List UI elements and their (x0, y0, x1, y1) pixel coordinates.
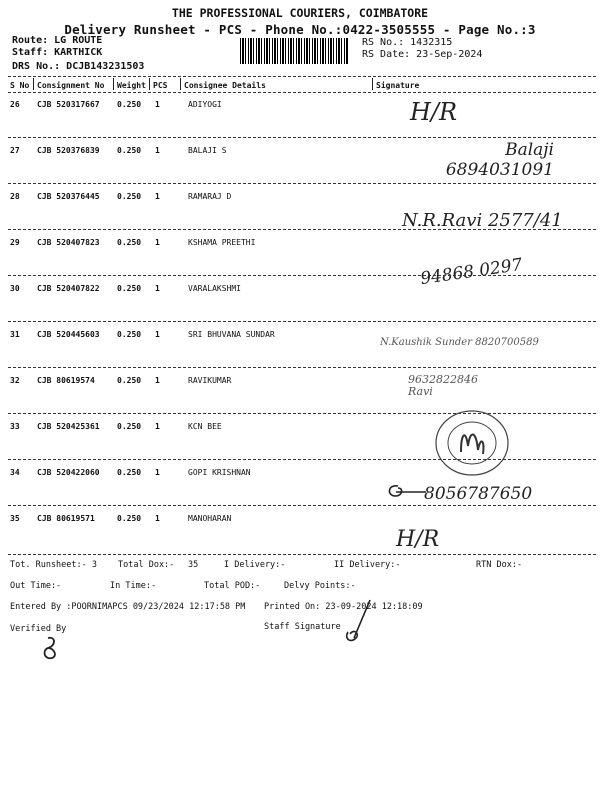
rs-number: RS No.: 1432315 (362, 37, 453, 48)
row-consignee: KSHAMA PREETHI (188, 238, 256, 247)
col-header-consignment: Consignment No (37, 81, 105, 90)
row-sno: 26 (10, 100, 20, 109)
row-weight: 0.250 (117, 284, 142, 293)
in-time: In Time:- (110, 581, 157, 591)
row-weight: 0.250 (117, 514, 142, 523)
row-consignee: RAVIKUMAR (188, 376, 232, 385)
row-consignment: CJB 520407823 (37, 238, 100, 247)
runsheet-subtitle: Delivery Runsheet - PCS - Phone No.:0422-3505555 - Page No.:3 (64, 22, 536, 37)
row-weight: 0.250 (117, 192, 142, 201)
row-pcs: 1 (155, 146, 160, 155)
row-weight: 0.250 (117, 238, 142, 247)
row-consignee: BALAJI S (188, 146, 227, 155)
total-dox-value: 35 (188, 560, 199, 570)
row-divider (8, 137, 596, 138)
total-pod: Total POD:- (204, 581, 261, 591)
barcode-image (240, 38, 348, 64)
row-consignee: VARALAKSHMI (188, 284, 241, 293)
row-divider (8, 321, 596, 322)
rtn-dox: RTN Dox:- (476, 560, 523, 570)
row-weight: 0.250 (117, 100, 142, 109)
row-pcs: 1 (155, 192, 160, 201)
row-signature: 94868 0297 (419, 254, 524, 290)
row-signature: N.R.Ravi 2577/41 (402, 210, 563, 231)
rs-date: RS Date: 23-Sep-2024 (362, 49, 483, 60)
handwritten-mark-icon (384, 480, 428, 502)
staff-signature-label: Staff Signature (264, 622, 341, 632)
row-consignment: CJB 520376445 (37, 192, 100, 201)
row-consignment: CJB 520422060 (37, 468, 100, 477)
verifier-signature-icon (40, 634, 64, 664)
col-header-sno: S No (10, 81, 30, 90)
col-header-weight: Weight (117, 81, 146, 90)
row-sno: 29 (10, 238, 20, 247)
row-consignee: ADIYOGI (188, 100, 222, 109)
row-pcs: 1 (155, 376, 160, 385)
row-pcs: 1 (155, 284, 160, 293)
ii-delivery: II Delivery:- (334, 560, 401, 570)
i-delivery: I Delivery:- (224, 560, 286, 570)
row-divider (8, 275, 596, 276)
row-weight: 0.250 (117, 330, 142, 339)
row-consignee: SRI BHUVANA SUNDAR (188, 330, 275, 339)
col-header-signature: Signature (376, 81, 420, 90)
row-divider (8, 229, 596, 230)
col-header-pcs: PCS (153, 81, 168, 90)
company-stamp-icon (433, 408, 511, 478)
row-pcs: 1 (155, 514, 160, 523)
row-consignment: CJB 520376839 (37, 146, 100, 155)
row-signature: H/R (410, 98, 458, 126)
col-header-consignee: Consignee Details (184, 81, 266, 90)
row-pcs: 1 (155, 100, 160, 109)
row-sno: 27 (10, 146, 20, 155)
out-time: Out Time:- (10, 581, 62, 591)
row-pcs: 1 (155, 330, 160, 339)
row-consignment: CJB 80619571 (37, 514, 95, 523)
entered-by: Entered By :POORNIMAPCS 09/23/2024 12:17:58 PM (10, 602, 246, 612)
row-divider (8, 459, 596, 460)
row-signature: Balaji 6894031091 (445, 140, 554, 180)
row-sno: 30 (10, 284, 20, 293)
company-title: THE PROFESSIONAL COURIERS, COIMBATORE (171, 6, 429, 20)
header-top-rule (8, 76, 596, 77)
row-signature: 9632822846 Ravi (408, 373, 478, 398)
table-bottom-rule (8, 554, 596, 555)
col-divider (33, 78, 34, 90)
row-consignee: GOPI KRISHNAN (188, 468, 251, 477)
row-divider (8, 505, 596, 506)
row-signature: N.Kaushik Sunder 8820700589 (380, 337, 539, 348)
total-dox-label: Total Dox:- (118, 560, 175, 570)
row-sno: 31 (10, 330, 20, 339)
row-signature: 8056787650 (424, 484, 533, 504)
row-sno: 33 (10, 422, 20, 431)
row-sno: 35 (10, 514, 20, 523)
col-divider (180, 78, 181, 90)
col-divider (372, 78, 373, 90)
row-consignment: CJB 520407822 (37, 284, 100, 293)
row-signature: H/R (396, 527, 440, 552)
row-consignee: KCN BEE (188, 422, 222, 431)
row-sno: 32 (10, 376, 20, 385)
col-divider (113, 78, 114, 90)
route-label: Route: LG ROUTE (12, 35, 103, 46)
row-pcs: 1 (155, 468, 160, 477)
row-consignee: MANOHARAN (188, 514, 232, 523)
total-runsheet: Tot. Runsheet:- 3 (10, 560, 97, 570)
printed-on: Printed On: 23-09-2024 12:18:09 (264, 602, 423, 612)
row-divider (8, 367, 596, 368)
row-consignment: CJB 520445603 (37, 330, 100, 339)
header-bottom-rule (8, 92, 596, 93)
staff-signature-icon (340, 598, 376, 658)
col-divider (149, 78, 150, 90)
row-sno: 34 (10, 468, 20, 477)
row-pcs: 1 (155, 238, 160, 247)
row-consignment: CJB 520425361 (37, 422, 100, 431)
row-pcs: 1 (155, 422, 160, 431)
row-weight: 0.250 (117, 146, 142, 155)
row-consignee: RAMARAJ D (188, 192, 232, 201)
drs-number: DRS No.: DCJB143231503 (12, 61, 145, 72)
row-sno: 28 (10, 192, 20, 201)
row-weight: 0.250 (117, 468, 142, 477)
delvy-points: Delvy Points:- (284, 581, 356, 591)
row-weight: 0.250 (117, 422, 142, 431)
row-consignment: CJB 520317667 (37, 100, 100, 109)
staff-label: Staff: KARTHICK (12, 47, 103, 58)
row-weight: 0.250 (117, 376, 142, 385)
verified-by: Verified By (10, 624, 67, 634)
row-consignment: CJB 80619574 (37, 376, 95, 385)
row-divider (8, 183, 596, 184)
